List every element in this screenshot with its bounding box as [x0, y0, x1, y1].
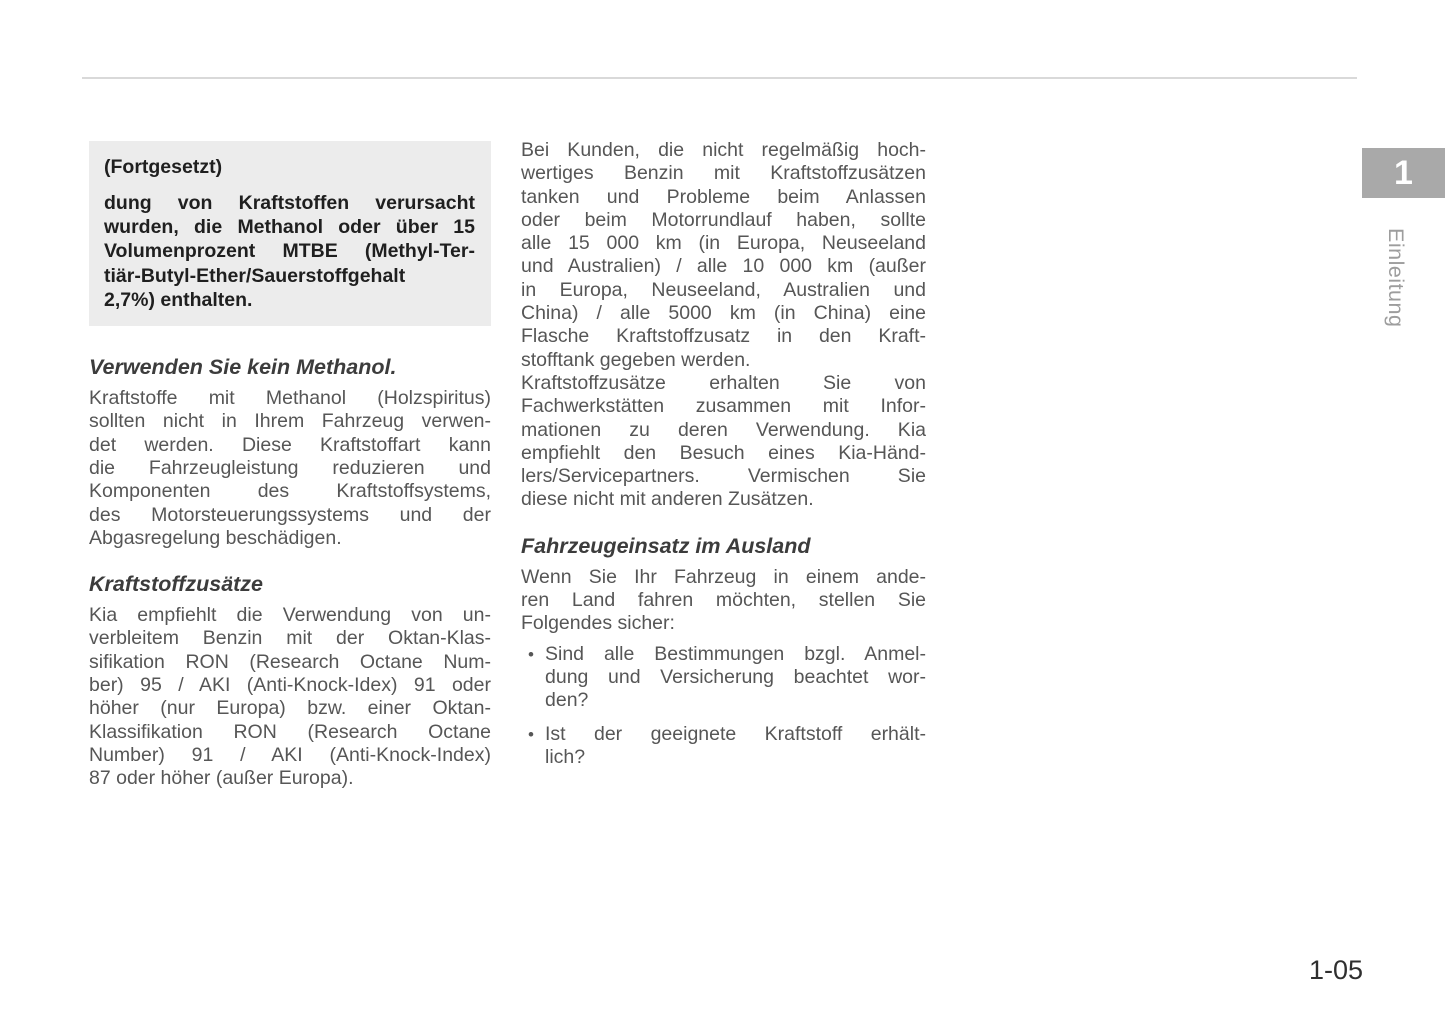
text-line: ren Land fahren möchten, stellen Sie	[521, 589, 926, 612]
section-methanol	[89, 355, 491, 550]
text-line: sifikation RON (Research Octane Num-	[89, 650, 491, 673]
text-line: Volumenprozent MTBE (Methyl-Ter-	[104, 240, 475, 263]
text-line: wertiges Benzin mit Kraftstoffzusätzen	[521, 162, 926, 185]
page-number: 1-05	[1308, 955, 1363, 985]
text-line: dung und Versicherung beachtet wor-	[545, 665, 926, 688]
callout-box	[89, 141, 491, 326]
text-line: verbleitem Benzin mit der Oktan-Klas-	[89, 627, 491, 650]
heading-verwenden-sie-kein-methanol: Verwenden Sie kein Methanol.	[89, 355, 397, 380]
text-line: in Europa, Neuseeland, Australien und	[521, 278, 926, 301]
left-column	[89, 141, 491, 790]
text-line: tiär-Butyl-Ether/Sauerstoffgehalt	[104, 264, 406, 287]
paragraph-methanol-warning	[89, 387, 491, 550]
text-line: Wenn Sie Ihr Fahrzeug in einem ande-	[521, 565, 926, 588]
text-line: des Motorsteuerungssystems und der	[89, 503, 491, 526]
text-line: Flasche Kraftstoffzusatz in den Kraft-	[521, 325, 926, 348]
text-line: Fachwerkstätten zusammen mit Infor-	[521, 395, 926, 418]
text-line: höher (nur Europa) bzw. einer Oktan-	[89, 697, 491, 720]
callout-title: (Fortgesetzt)	[104, 156, 223, 178]
text-line: Abgasregelung beschädigen.	[89, 526, 342, 549]
callout-text	[104, 191, 475, 312]
heading-fahrzeugeinsatz-im-ausland: Fahrzeugeinsatz im Ausland	[521, 533, 811, 558]
text-line: Klassifikation RON (Research Octane	[89, 720, 491, 743]
chapter-label-vertical: Einleitung	[1384, 228, 1408, 328]
text-line: wurden, die Methanol oder über 15	[104, 216, 475, 239]
text-line: alle 15 000 km (in Europa, Neuseeland	[521, 232, 926, 255]
bullet-item	[521, 643, 926, 713]
text-line: Bei Kunden, die nicht regelmäßig hoch-	[521, 139, 926, 161]
text-line: det werden. Diese Kraftstoffart kann	[89, 433, 491, 456]
text-line: Ist der geeignete Kraftstoff erhält-	[545, 722, 926, 745]
text-line: ber) 95 / AKI (Anti-Knock-Idex) 91 oder	[89, 673, 491, 696]
section-fahrzeugeinsatz	[521, 534, 926, 636]
header-divider	[82, 77, 1357, 79]
chapter-number: 1	[1394, 154, 1413, 192]
bullet-marker: •	[528, 724, 534, 744]
text-line: Kia empfiehlt die Verwendung von un-	[89, 604, 491, 627]
text-line: diese nicht mit anderen Zusätzen.	[521, 488, 814, 511]
text-line: empfiehlt den Besuch eines Kia-Händ-	[521, 441, 926, 464]
text-line: Kraftstoffe mit Methanol (Holzspiritus)	[89, 387, 491, 410]
text-line: die Fahrzeugleistung reduzieren und	[89, 456, 491, 479]
bullet-text-bestimmungen	[545, 643, 926, 713]
bullet-list	[521, 643, 926, 769]
paragraph-oktan-klassifikation	[89, 604, 491, 790]
text-line: oder beim Motorrundlauf haben, sollte	[521, 208, 926, 231]
section-kraftstoffzusaetze	[89, 572, 491, 790]
paragraph-fahrzeugeinsatz	[521, 566, 926, 636]
text-line: 2,7%) enthalten.	[104, 288, 253, 311]
heading-kraftstoffzusaetze: Kraftstoffzusätze	[89, 572, 264, 597]
middle-column	[521, 139, 926, 769]
bullet-text-kraftstoff	[545, 723, 926, 770]
text-line: Folgendes sicher:	[521, 612, 675, 635]
text-line: dung von Kraftstoffen verursacht	[104, 192, 475, 214]
text-line: Number) 91 / AKI (Anti-Knock-Index)	[89, 743, 491, 766]
text-line: Komponenten des Kraftstoffsystems,	[89, 480, 491, 503]
chapter-tab	[1362, 148, 1445, 198]
text-line: lers/Servicepartners. Vermischen Sie	[521, 465, 926, 488]
bullet-item	[521, 723, 926, 770]
text-line: stofftank gegeben werden.	[521, 348, 751, 371]
text-line: mationen zu deren Verwendung. Kia	[521, 418, 926, 441]
text-line: Kraftstoffzusätze erhalten Sie von	[521, 371, 926, 394]
text-line: China) / alle 5000 km (in China) eine	[521, 302, 926, 325]
bullet-marker: •	[528, 644, 534, 664]
text-line: lich?	[545, 745, 586, 768]
text-line: Sind alle Bestimmungen bzgl. Anmel-	[545, 642, 926, 665]
text-line: und Australien) / alle 10 000 km (außer	[521, 255, 926, 278]
paragraph-kraftstoffzusaetze-bezug	[521, 372, 926, 512]
paragraph-kraftstoffzusatz-intervalle	[521, 139, 926, 372]
text-line: 87 oder höher (außer Europa).	[89, 767, 354, 790]
text-line: sollten nicht in Ihrem Fahrzeug verwen-	[89, 410, 491, 433]
text-line: den?	[545, 689, 589, 712]
text-line: tanken und Probleme beim Anlassen	[521, 185, 926, 208]
